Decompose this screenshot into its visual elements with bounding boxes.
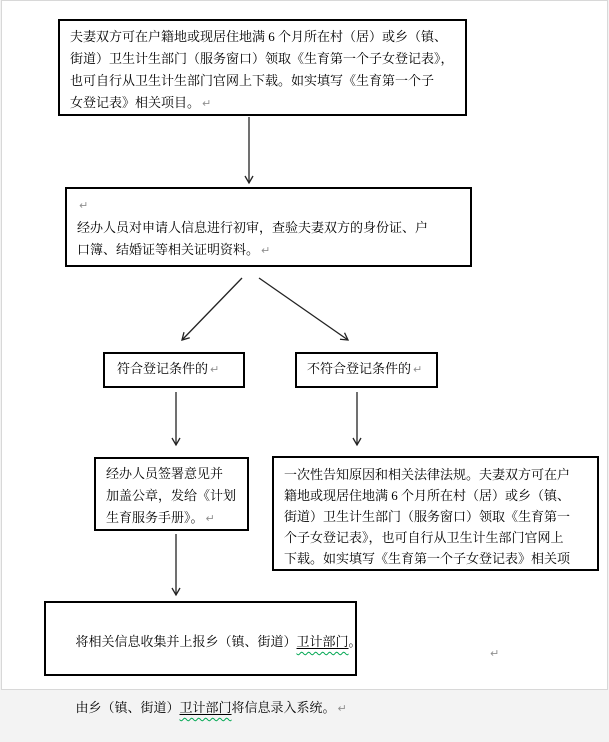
text-run: 夫妻双方可在户籍地或现居住地满 6 个月所在村（居）或乡（镇、 xyxy=(70,29,448,44)
paragraph-mark: ↵ xyxy=(413,363,423,376)
flow-box-condition-not-met xyxy=(295,352,438,388)
paragraph-mark: ↵ xyxy=(210,363,220,376)
text-line xyxy=(117,358,231,381)
text-line xyxy=(307,358,426,381)
text-run: 将相关信息收集并上报乡（镇、街道） xyxy=(75,634,297,649)
flow-box-condition-met xyxy=(103,352,245,388)
paragraph-mark: ↵ xyxy=(337,702,347,715)
arrow-review-to-met xyxy=(182,278,242,340)
text-run: 街道）卫生计生部门（服务窗口）领取《生育第一个子女登记表》， xyxy=(70,51,454,66)
text-run: 由乡（镇、街道） xyxy=(75,700,180,715)
text-line xyxy=(284,506,587,527)
underlined-text: 卫计部门 xyxy=(296,634,349,649)
text-line xyxy=(56,675,345,742)
text-line xyxy=(56,609,362,675)
flow-box-issue-handbook xyxy=(94,457,249,531)
text-line xyxy=(106,463,237,485)
text-run: 生育服务手册》。 xyxy=(106,510,204,525)
text-run: 下载。如实填写《生育第一个子女登记表》相关项 xyxy=(284,551,571,566)
text-line xyxy=(284,464,587,485)
text-line xyxy=(77,239,460,262)
empty-line xyxy=(77,194,460,217)
text-run: 。 xyxy=(348,634,362,649)
text-line xyxy=(284,485,587,506)
underlined-text: 卫计部门 xyxy=(179,700,232,715)
text-run: 经办人员对申请人信息进行初审，查验夫妻双方的身份证、户 xyxy=(77,220,429,235)
paragraph-mark: ↵ xyxy=(261,244,271,257)
text-run: 女登记表》相关项目。 xyxy=(70,95,201,110)
text-run: 符合登记条件的 xyxy=(117,361,209,376)
text-line xyxy=(70,48,455,70)
flowchart-page xyxy=(1,0,608,715)
text-run: 街道）卫生计生部门（服务窗口）领取《生育第一 xyxy=(284,509,571,524)
text-run: 不符合登记条件的 xyxy=(307,361,412,376)
text-run: 加盖公章，发给《计划 xyxy=(106,488,237,503)
flow-box-receive-form xyxy=(58,19,467,116)
text-line xyxy=(284,527,587,548)
paragraph-mark: ↵ xyxy=(202,97,212,110)
grammar-flagged-text xyxy=(297,634,349,649)
text-line xyxy=(284,548,587,569)
text-line xyxy=(70,92,455,115)
floating-paragraph-mark xyxy=(488,644,499,662)
paragraph-mark: ↵ xyxy=(490,647,500,660)
text-run: 也可自行从卫生计生部门官网上下载。如实填写《生育第一个子 xyxy=(70,73,435,88)
text-line xyxy=(106,485,237,507)
text-run: 将信息录入系统。 xyxy=(231,700,336,715)
grammar-flagged-text xyxy=(180,700,232,715)
arrow-review-to-notmet xyxy=(259,278,348,340)
text-line xyxy=(77,217,460,239)
flow-box-initial-review xyxy=(65,187,472,267)
flow-box-report-info xyxy=(44,601,362,715)
text-line xyxy=(106,507,237,530)
text-run: 经办人员签署意见并 xyxy=(106,466,224,481)
text-line xyxy=(70,26,455,48)
text-run: 个子女登记表》，也可自行从卫生计生部门官网上 xyxy=(284,530,564,545)
text-run: 口簿、结婚证等相关证明资料。 xyxy=(77,242,260,257)
flow-box-notify-reason xyxy=(272,456,599,571)
text-run: 籍地或现居住地满 6 个月所在村（居）或乡（镇、 xyxy=(284,488,571,503)
paragraph-mark: ↵ xyxy=(205,512,215,525)
text-line xyxy=(70,70,455,92)
text-run: 一次性告知原因和相关法律法规。夫妻双方可在户 xyxy=(284,467,571,482)
paragraph-mark: ↵ xyxy=(79,199,89,212)
